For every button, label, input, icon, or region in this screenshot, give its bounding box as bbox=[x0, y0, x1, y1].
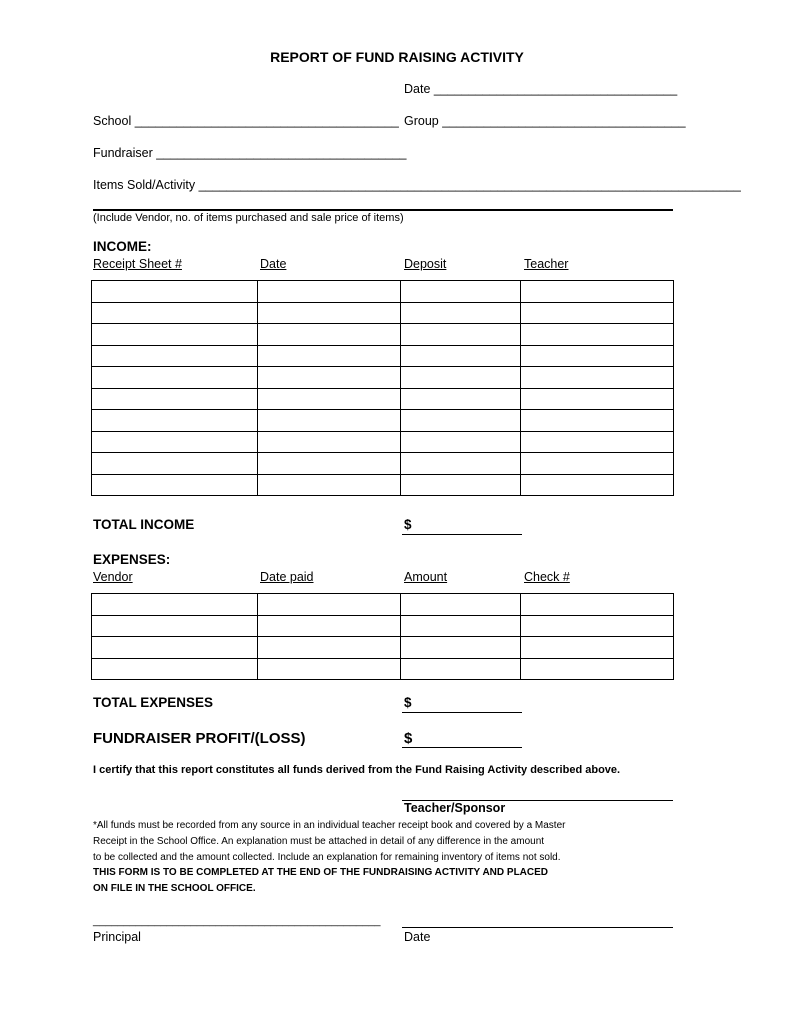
income-heading: INCOME: bbox=[93, 239, 152, 254]
principal-label: Principal bbox=[93, 930, 141, 944]
expenses-table-cell[interactable] bbox=[257, 594, 401, 616]
income-col-teacher: Teacher bbox=[524, 257, 569, 271]
income-table-cell[interactable] bbox=[521, 324, 674, 346]
income-table-cell[interactable] bbox=[92, 367, 258, 389]
income-table-cell[interactable] bbox=[92, 324, 258, 346]
profit-currency: $ bbox=[404, 730, 413, 747]
income-table-row bbox=[92, 410, 674, 432]
income-table-row bbox=[92, 388, 674, 410]
school-field[interactable]: School ______________________________________ bbox=[93, 114, 399, 128]
income-table-cell[interactable] bbox=[257, 324, 401, 346]
income-table-row bbox=[92, 367, 674, 389]
principal-signature-line[interactable]: _______________________________________________ bbox=[93, 915, 381, 927]
income-table-cell[interactable] bbox=[92, 345, 258, 367]
income-table-cell[interactable] bbox=[401, 324, 521, 346]
income-table-row bbox=[92, 302, 674, 324]
teacher-sponsor-label: Teacher/Sponsor bbox=[404, 801, 506, 815]
note-line-5: ON FILE IN THE SCHOOL OFFICE. bbox=[93, 883, 256, 894]
date-signature-line[interactable] bbox=[402, 927, 673, 928]
income-table-cell[interactable] bbox=[257, 474, 401, 496]
income-table-cell[interactable] bbox=[257, 431, 401, 453]
total-income-field[interactable] bbox=[402, 534, 522, 535]
signature-date-label: Date bbox=[404, 930, 431, 944]
total-income-currency: $ bbox=[404, 517, 412, 532]
income-table-cell[interactable] bbox=[257, 367, 401, 389]
income-table-cell[interactable] bbox=[92, 474, 258, 496]
items-sold-field[interactable]: Items Sold/Activity ______________________________________________________________________________ bbox=[93, 178, 741, 192]
expenses-col-amount: Amount bbox=[404, 570, 448, 584]
income-table-cell[interactable] bbox=[401, 388, 521, 410]
income-table-cell[interactable] bbox=[257, 345, 401, 367]
expenses-table-row bbox=[92, 615, 674, 637]
profit-label: FUNDRAISER PROFIT/(LOSS) bbox=[93, 730, 306, 747]
income-table-row bbox=[92, 453, 674, 475]
items-note: (Include Vendor, no. of items purchased and sale price of items) bbox=[93, 212, 404, 224]
income-table-cell[interactable] bbox=[257, 302, 401, 324]
items-sold-rule bbox=[93, 209, 673, 211]
expenses-table-row bbox=[92, 658, 674, 680]
expenses-table bbox=[91, 593, 674, 680]
income-table-cell[interactable] bbox=[92, 431, 258, 453]
income-table-cell[interactable] bbox=[401, 453, 521, 475]
income-table-cell[interactable] bbox=[257, 281, 401, 303]
expenses-table-cell[interactable] bbox=[92, 658, 258, 680]
expenses-table-cell[interactable] bbox=[521, 637, 674, 659]
income-table-cell[interactable] bbox=[401, 410, 521, 432]
note-line-1: *All funds must be recorded from any source in an individual teacher receipt book and covered by a Master bbox=[93, 820, 566, 831]
income-col-deposit: Deposit bbox=[404, 257, 447, 271]
expenses-table-cell[interactable] bbox=[92, 594, 258, 616]
income-table-cell[interactable] bbox=[92, 453, 258, 475]
note-line-4: THIS FORM IS TO BE COMPLETED AT THE END OF THE FUNDRAISING ACTIVITY AND PLACED bbox=[93, 867, 549, 878]
income-table-row bbox=[92, 431, 674, 453]
certify-statement: I certify that this report constitutes all funds derived from the Fund Raising Activity described above. bbox=[93, 764, 621, 776]
expenses-table-cell[interactable] bbox=[521, 594, 674, 616]
income-table-cell[interactable] bbox=[401, 431, 521, 453]
income-table-cell[interactable] bbox=[257, 410, 401, 432]
income-table-cell[interactable] bbox=[521, 281, 674, 303]
fundraiser-field[interactable]: Fundraiser ____________________________________ bbox=[93, 146, 407, 160]
income-table-cell[interactable] bbox=[521, 431, 674, 453]
expenses-table-cell[interactable] bbox=[257, 637, 401, 659]
total-income-label: TOTAL INCOME bbox=[93, 517, 195, 532]
expenses-table-cell[interactable] bbox=[401, 658, 521, 680]
group-field[interactable]: Group ___________________________________ bbox=[404, 114, 686, 128]
expenses-col-check: Check # bbox=[524, 570, 570, 584]
income-table-cell[interactable] bbox=[401, 281, 521, 303]
income-table-cell[interactable] bbox=[401, 367, 521, 389]
expenses-table-row bbox=[92, 637, 674, 659]
income-table-row bbox=[92, 281, 674, 303]
income-table-cell[interactable] bbox=[521, 410, 674, 432]
income-col-date: Date bbox=[260, 257, 287, 271]
expenses-col-vendor: Vendor bbox=[93, 570, 133, 584]
expenses-table-row bbox=[92, 594, 674, 616]
note-line-3: to be collected and the amount collected. Include an explanation for remaining inventory of items not sold. bbox=[93, 852, 561, 863]
income-table bbox=[91, 280, 674, 496]
income-table-cell[interactable] bbox=[521, 367, 674, 389]
expenses-table-cell[interactable] bbox=[401, 594, 521, 616]
income-table-cell[interactable] bbox=[521, 474, 674, 496]
expenses-table-cell[interactable] bbox=[92, 615, 258, 637]
income-table-cell[interactable] bbox=[521, 302, 674, 324]
income-table-cell[interactable] bbox=[92, 281, 258, 303]
income-table-cell[interactable] bbox=[92, 388, 258, 410]
income-col-receipt: Receipt Sheet # bbox=[93, 257, 182, 271]
income-table-cell[interactable] bbox=[257, 453, 401, 475]
income-table-cell[interactable] bbox=[401, 345, 521, 367]
profit-field[interactable] bbox=[402, 747, 522, 748]
income-table-cell[interactable] bbox=[257, 388, 401, 410]
expenses-heading: EXPENSES: bbox=[93, 552, 171, 567]
date-field[interactable]: Date ___________________________________ bbox=[404, 82, 678, 96]
income-table-row bbox=[92, 474, 674, 496]
expenses-table-cell[interactable] bbox=[521, 615, 674, 637]
income-table-cell[interactable] bbox=[92, 410, 258, 432]
page-title: REPORT OF FUND RAISING ACTIVITY bbox=[270, 49, 524, 65]
note-line-2: Receipt in the School Office. An explanation must be attached in detail of any difference in the amount bbox=[93, 836, 545, 847]
income-table-cell[interactable] bbox=[521, 388, 674, 410]
total-expenses-field[interactable] bbox=[402, 712, 522, 713]
income-table-cell[interactable] bbox=[92, 302, 258, 324]
expenses-table-cell[interactable] bbox=[92, 637, 258, 659]
expenses-table-cell[interactable] bbox=[401, 615, 521, 637]
income-table-cell[interactable] bbox=[521, 453, 674, 475]
expenses-table-cell[interactable] bbox=[401, 637, 521, 659]
income-table-cell[interactable] bbox=[521, 345, 674, 367]
income-table-cell[interactable] bbox=[401, 474, 521, 496]
income-table-row bbox=[92, 324, 674, 346]
expenses-table-cell[interactable] bbox=[257, 615, 401, 637]
income-table-row bbox=[92, 345, 674, 367]
expenses-col-date-paid: Date paid bbox=[260, 570, 314, 584]
income-table-cell[interactable] bbox=[401, 302, 521, 324]
expenses-table-cell[interactable] bbox=[257, 658, 401, 680]
total-expenses-currency: $ bbox=[404, 695, 412, 710]
expenses-table-cell[interactable] bbox=[521, 658, 674, 680]
total-expenses-label: TOTAL EXPENSES bbox=[93, 695, 214, 710]
